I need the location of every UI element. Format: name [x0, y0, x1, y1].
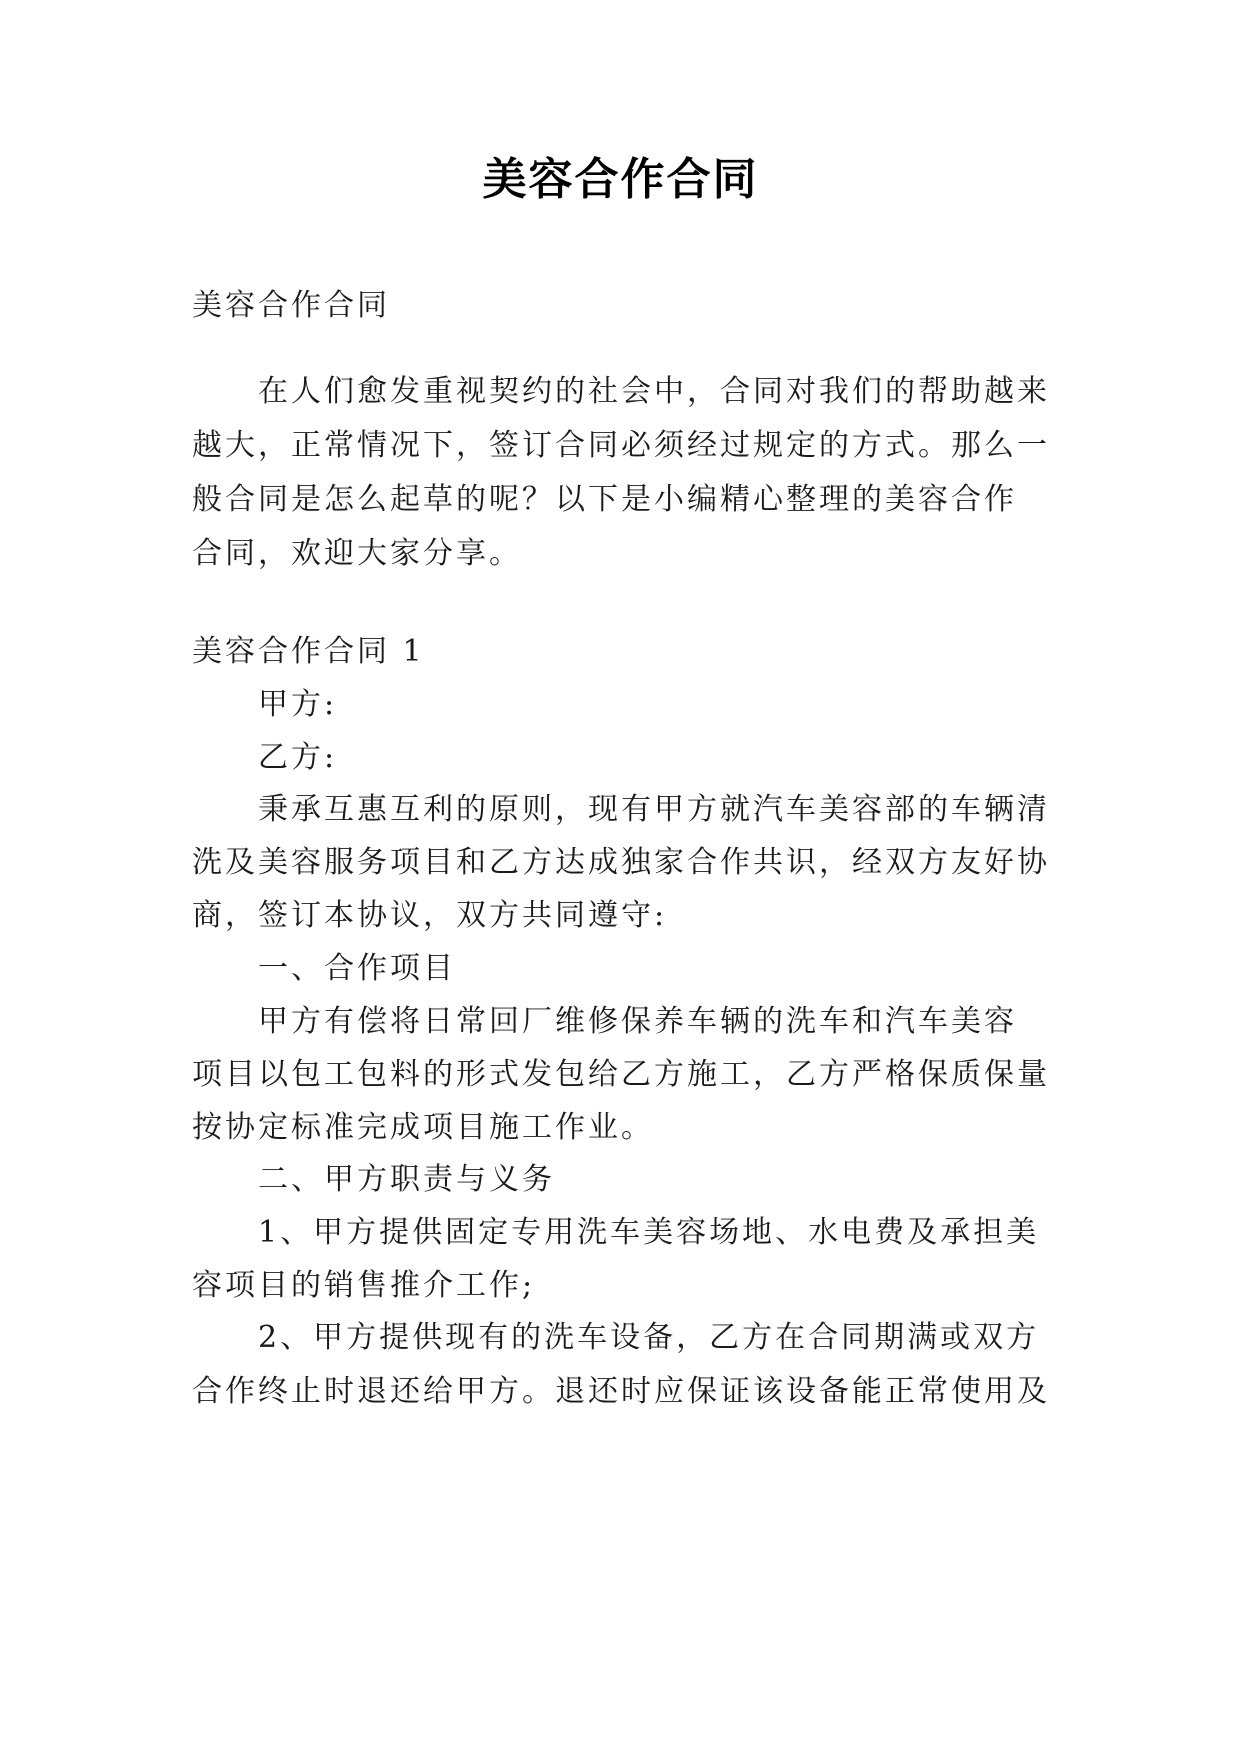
preamble-line: 洗及美容服务项目和乙方达成独家合作共识，经双方友好协 [192, 845, 1050, 880]
clause2-heading: 二、甲方职责与义务 [258, 1162, 555, 1197]
party-a-label: 甲方: [258, 687, 338, 722]
intro-line: 越大，正常情况下，签订合同必须经过规定的方式。那么一 [192, 428, 1050, 463]
clause2-item1-line: 1、甲方提供固定专用洗车美容场地、水电费及承担美 [258, 1215, 1040, 1250]
section-heading: 美容合作合同 1 [192, 634, 425, 669]
intro-line: 般合同是怎么起草的呢？以下是小编精心整理的美容合作 [192, 482, 1017, 517]
preamble-line: 秉承互惠互利的原则，现有甲方就汽车美容部的车辆清 [258, 792, 1050, 827]
clause1-line: 甲方有偿将日常回厂维修保养车辆的洗车和汽车美容 [258, 1004, 1017, 1039]
clause1-line: 项目以包工包料的形式发包给乙方施工，乙方严格保质保量 [192, 1057, 1050, 1092]
intro-line: 在人们愈发重视契约的社会中，合同对我们的帮助越来 [258, 374, 1050, 409]
preamble-line: 商，签订本协议，双方共同遵守: [192, 898, 668, 933]
document-title: 美容合作合同 [482, 154, 759, 205]
clause1-line: 按协定标准完成项目施工作业。 [192, 1110, 654, 1145]
clause2-item1-line: 容项目的销售推介工作; [192, 1268, 536, 1303]
party-b-label: 乙方: [258, 740, 338, 775]
document-subtitle: 美容合作合同 [192, 288, 390, 323]
intro-line: 合同，欢迎大家分享。 [192, 536, 522, 571]
clause2-item2-line: 合作终止时退还给甲方。退还时应保证该设备能正常使用及 [192, 1374, 1050, 1409]
clause1-heading: 一、合作项目 [258, 951, 456, 986]
clause2-item2-line: 2、甲方提供现有的洗车设备，乙方在合同期满或双方 [258, 1320, 1040, 1355]
